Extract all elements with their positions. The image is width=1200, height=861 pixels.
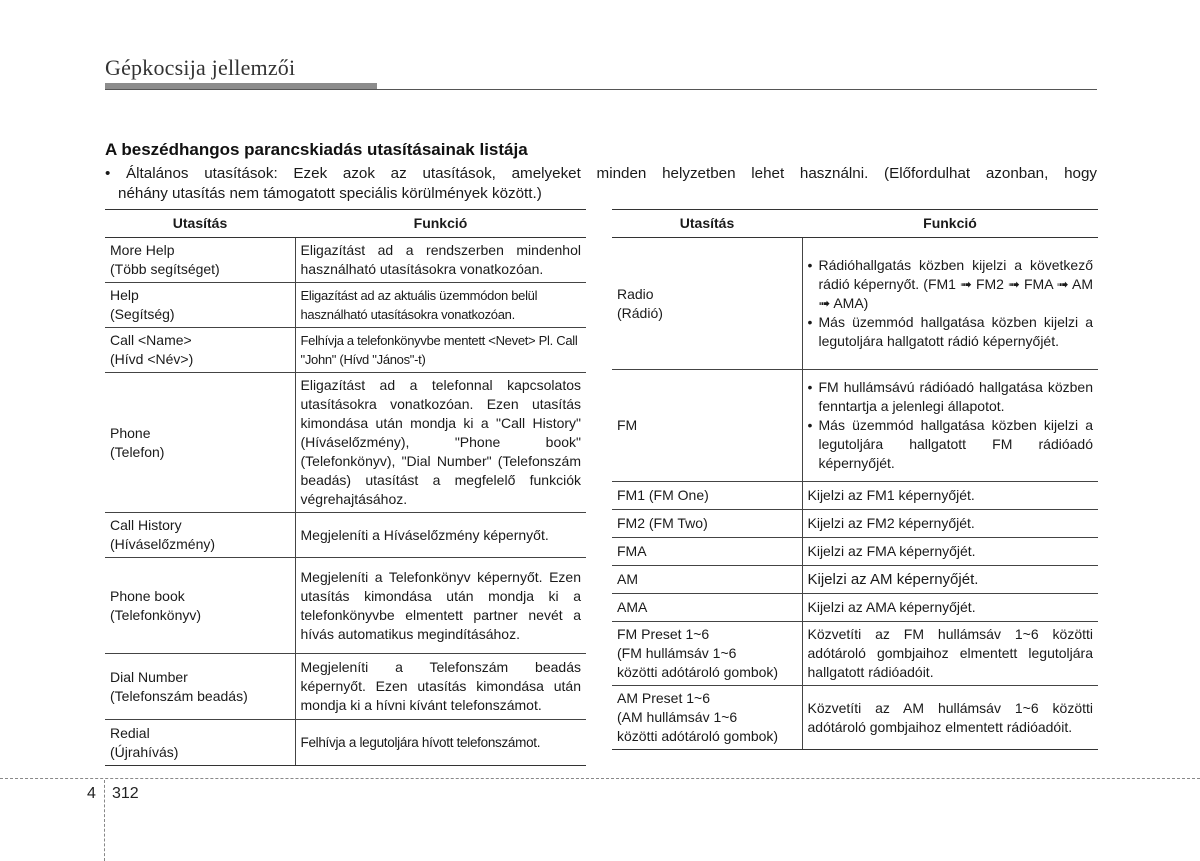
command-cell: Call History (Híváselőzmény) xyxy=(105,513,295,558)
bullet-item: • Rádióhallgatás közben kijelzi a következő rádió képernyőt. (FM1 ➟ FM2 ➟ FMA ➟ AM ➟ AMA) xyxy=(807,257,1093,311)
table-row xyxy=(105,373,586,513)
table-row xyxy=(105,513,586,558)
footer-vertical-dashed-rule xyxy=(104,780,105,861)
function-cell: Megjeleníti a Telefonkönyv képernyőt. Ezen utasítás kimondása után mondja ki a telefonkönyvbe elmentett partner nevét a hívás automatikus megindításához. xyxy=(295,558,586,654)
chapter-number: 4 xyxy=(87,785,96,802)
function-cell: Kijelzi az FM1 képernyőjét. xyxy=(802,482,1098,510)
table-row xyxy=(105,238,586,283)
command-cell: More Help (Több segítséget) xyxy=(105,238,295,283)
command-cell: Dial Number (Telefonszám beadás) xyxy=(105,654,295,720)
table-row xyxy=(105,654,586,720)
command-cell: Radio (Rádió) xyxy=(612,238,802,370)
table-row xyxy=(612,538,1098,566)
table-header-row xyxy=(105,210,586,238)
function-cell: Eligazítást ad az aktuális üzemmódon belül használható utasításokra vonatkozóan. xyxy=(295,283,586,328)
table-row xyxy=(612,482,1098,510)
function-cell: Megjeleníti a Híváselőzmény képernyőt. xyxy=(295,513,586,558)
command-cell: Redial (Újrahívás) xyxy=(105,720,295,766)
bullet-item: • FM hullámsávú rádióadó hallgatása közben fenntartja a jelenlegi állapotot. xyxy=(807,379,1093,414)
function-cell: Kijelzi az FMA képernyőjét. xyxy=(802,538,1098,566)
function-cell: Kijelzi az AMA képernyőjét. xyxy=(802,594,1098,622)
table-row xyxy=(105,283,586,328)
function-cell xyxy=(802,370,1098,482)
command-cell: AMA xyxy=(612,594,802,622)
table-row xyxy=(612,370,1098,482)
intro-line-2: néhány utasítás nem támogatott speciális körülmények között.) xyxy=(118,185,542,202)
table-row xyxy=(105,558,586,654)
command-cell: Phone book (Telefonkönyv) xyxy=(105,558,295,654)
function-cell: Eligazítást ad a rendszerben mindenhol használható utasításokra vonatkozóan. xyxy=(295,238,586,283)
function-cell: Kijelzi az AM képernyőjét. xyxy=(802,566,1098,594)
command-cell: AM xyxy=(612,566,802,594)
command-cell: FM1 (FM One) xyxy=(612,482,802,510)
table-row xyxy=(105,328,586,373)
command-cell: FMA xyxy=(612,538,802,566)
bullet-item: • Más üzemmód hallgatása közben kijelzi a legutoljára hallgatott FM rádióadó képernyőjét. xyxy=(807,417,1093,471)
function-cell: Felhívja a telefonkönyvbe mentett <Nevet> Pl. Call "John" (Hívd "János"-t) xyxy=(295,328,586,373)
table-row xyxy=(612,238,1098,370)
command-cell: AM Preset 1~6 (AM hullámsáv 1~6 közötti adótároló gombok) xyxy=(612,686,802,750)
table-row xyxy=(612,510,1098,538)
table-row xyxy=(105,720,586,766)
intro-paragraph xyxy=(105,164,1097,204)
command-cell: Call <Name> (Hívd <Név>) xyxy=(105,328,295,373)
header-rule xyxy=(105,89,1097,90)
running-header-title: Gépkocsija jellemzői xyxy=(105,55,296,80)
column-header-function: Funkció xyxy=(295,210,586,238)
section-title: A beszédhangos parancskiadás utasításainak listája xyxy=(105,140,528,159)
function-cell: Eligazítást ad a telefonnal kapcsolatos utasításokra vonatkozóan. Ezen utasítás kimondása után mondja ki a "Call History" (Híváselőzmény), "Phone book" (Telefonkönyv), "Dial Number" (Telefonszám beadás) utasítást a megfelelő funkciók végrehajtásához. xyxy=(295,373,586,513)
function-cell xyxy=(802,238,1098,370)
general-commands-table xyxy=(105,209,586,766)
function-cell: Közvetíti az FM hullámsáv 1~6 közötti adótároló gombjaihoz elmentett legutoljára hallgatott rádióadóit. xyxy=(802,622,1098,686)
bullet-item: • Más üzemmód hallgatása közben kijelzi a legutoljára hallgatott rádió képernyőjét. xyxy=(807,314,1093,349)
command-cell: FM2 (FM Two) xyxy=(612,510,802,538)
column-header-command: Utasítás xyxy=(612,210,802,238)
intro-line-1: • Általános utasítások: Ezek azok az utasítások, amelyeket minden helyzetben lehet használni. (Előfordulhat azonban, hogy xyxy=(105,165,1097,182)
function-cell: Közvetíti az AM hullámsáv 1~6 közötti adótároló gombjaihoz elmentett rádióadóit. xyxy=(802,686,1098,750)
table-row xyxy=(612,622,1098,686)
table-row xyxy=(612,566,1098,594)
function-cell: Megjeleníti a Telefonszám beadás képernyőt. Ezen utasítás kimondása után mondja ki a hívni kívánt telefonszámot. xyxy=(295,654,586,720)
table-row xyxy=(612,594,1098,622)
function-cell: Felhívja a legutoljára hívott telefonszámot. xyxy=(295,720,586,766)
function-cell: Kijelzi az FM2 képernyőjét. xyxy=(802,510,1098,538)
command-cell: Help (Segítség) xyxy=(105,283,295,328)
column-header-command: Utasítás xyxy=(105,210,295,238)
table-header-row xyxy=(612,210,1098,238)
command-cell: Phone (Telefon) xyxy=(105,373,295,513)
footer-dashed-rule xyxy=(0,778,1200,779)
table-row xyxy=(612,686,1098,750)
command-cell: FM xyxy=(612,370,802,482)
command-cell: FM Preset 1~6 (FM hullámsáv 1~6 közötti adótároló gombok) xyxy=(612,622,802,686)
radio-commands-table xyxy=(612,209,1098,750)
column-header-function: Funkció xyxy=(802,210,1098,238)
page-number: 312 xyxy=(112,785,139,802)
